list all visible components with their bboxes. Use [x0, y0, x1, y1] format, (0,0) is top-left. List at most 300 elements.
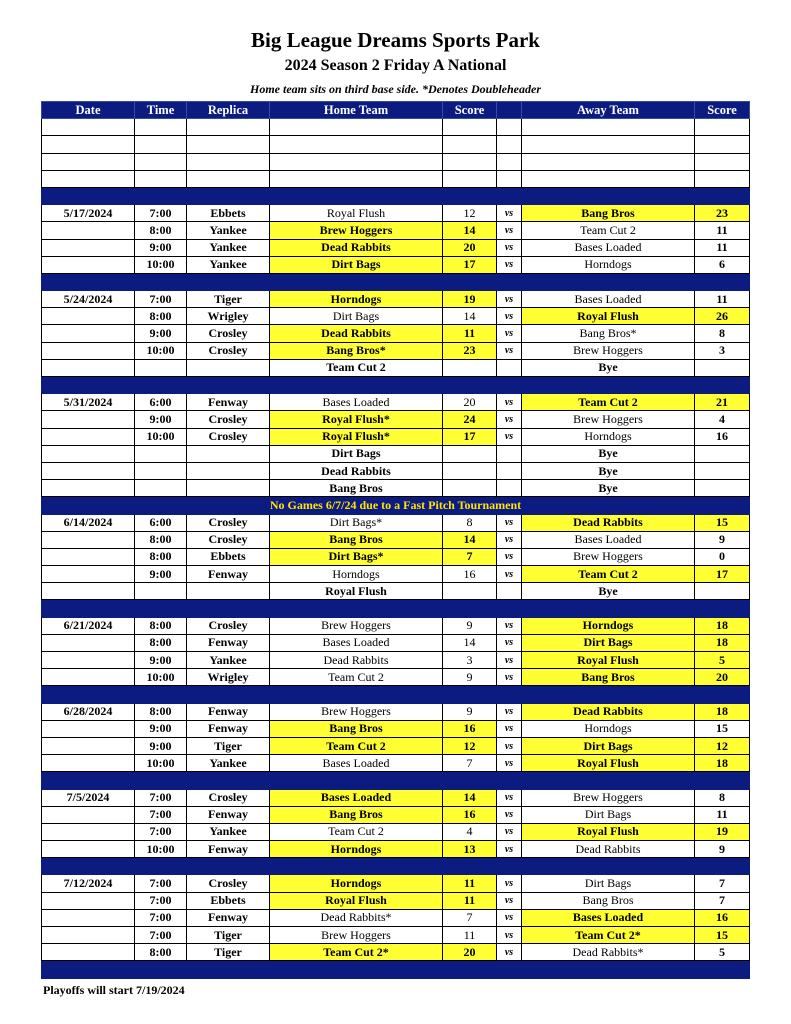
- time-cell: 8:00: [135, 548, 187, 565]
- replica-cell: Yankee: [187, 239, 270, 256]
- game-row: [42, 634, 750, 651]
- time-cell: 8:00: [135, 634, 187, 651]
- home-team: Bases Loaded: [270, 789, 443, 806]
- date-cell: 5/24/2024: [42, 291, 135, 308]
- home-score: 11: [443, 927, 497, 944]
- empty-cell: [42, 119, 135, 136]
- replica-cell: Crosley: [187, 617, 270, 634]
- away-score: 18: [695, 634, 750, 651]
- schedule-body: [42, 119, 750, 978]
- away-score: 5: [695, 652, 750, 669]
- time-cell: 8:00: [135, 944, 187, 961]
- home-score: 11: [443, 875, 497, 892]
- home-team: Dirt Bags: [270, 308, 443, 325]
- date-cell: [42, 566, 135, 583]
- replica-cell: Tiger: [187, 927, 270, 944]
- home-team: Bang Bros: [270, 531, 443, 548]
- away-score: [695, 445, 750, 462]
- away-team: Royal Flush: [522, 823, 695, 840]
- away-score: 16: [695, 428, 750, 445]
- home-score: 20: [443, 239, 497, 256]
- date-cell: [42, 359, 135, 376]
- date-cell: [42, 944, 135, 961]
- home-score: 16: [443, 720, 497, 737]
- home-team: Dead Rabbits: [270, 652, 443, 669]
- game-row: [42, 892, 750, 909]
- replica-cell: Crosley: [187, 411, 270, 428]
- home-score: 24: [443, 411, 497, 428]
- replica-cell: Crosley: [187, 342, 270, 359]
- empty-cell: [695, 170, 750, 187]
- vs-label: vs: [497, 239, 522, 256]
- replica-cell: Fenway: [187, 806, 270, 823]
- week-separator: [42, 858, 750, 875]
- time-cell: 9:00: [135, 652, 187, 669]
- away-score: 12: [695, 737, 750, 754]
- time-cell: 10:00: [135, 342, 187, 359]
- home-team: Horndogs: [270, 841, 443, 858]
- home-team: Dead Rabbits*: [270, 909, 443, 926]
- no-games-notice: [42, 497, 750, 514]
- time-cell: 8:00: [135, 703, 187, 720]
- away-team: Brew Hoggers: [522, 342, 695, 359]
- home-team: Brew Hoggers: [270, 703, 443, 720]
- replica-cell: Fenway: [187, 703, 270, 720]
- home-score: 9: [443, 617, 497, 634]
- home-team: Team Cut 2: [270, 669, 443, 686]
- empty-cell: [522, 119, 695, 136]
- date-cell: [42, 583, 135, 600]
- date-cell: 7/12/2024: [42, 875, 135, 892]
- vs-label: vs: [497, 411, 522, 428]
- col-date: Date: [42, 102, 135, 119]
- home-team: Royal Flush*: [270, 428, 443, 445]
- away-score: [695, 359, 750, 376]
- home-score: 20: [443, 394, 497, 411]
- home-score: 3: [443, 652, 497, 669]
- bye-row: [42, 359, 750, 376]
- replica-cell: Crosley: [187, 428, 270, 445]
- home-score: 9: [443, 703, 497, 720]
- vs-label: vs: [497, 669, 522, 686]
- time-cell: 10:00: [135, 755, 187, 772]
- home-score: 14: [443, 531, 497, 548]
- away-score: 9: [695, 841, 750, 858]
- time-cell: [135, 480, 187, 497]
- vs-label: vs: [497, 428, 522, 445]
- home-score: 7: [443, 548, 497, 565]
- away-score: 23: [695, 205, 750, 222]
- away-score: 11: [695, 291, 750, 308]
- home-team: Bang Bros: [270, 806, 443, 823]
- col-home-team: Home Team: [270, 102, 443, 119]
- date-cell: [42, 892, 135, 909]
- game-row: [42, 548, 750, 565]
- replica-cell: Yankee: [187, 823, 270, 840]
- home-score: 12: [443, 205, 497, 222]
- empty-cell: [187, 153, 270, 170]
- game-row: [42, 205, 750, 222]
- game-row: [42, 720, 750, 737]
- replica-cell: Yankee: [187, 652, 270, 669]
- replica-cell: Yankee: [187, 222, 270, 239]
- time-cell: 9:00: [135, 239, 187, 256]
- time-cell: 10:00: [135, 841, 187, 858]
- date-cell: [42, 909, 135, 926]
- date-cell: [42, 462, 135, 479]
- home-score: [443, 359, 497, 376]
- time-cell: 10:00: [135, 669, 187, 686]
- time-cell: 8:00: [135, 531, 187, 548]
- date-cell: [42, 652, 135, 669]
- away-team: Dirt Bags: [522, 634, 695, 651]
- empty-cell: [135, 136, 187, 153]
- replica-cell: Ebbets: [187, 892, 270, 909]
- vs-cell: [497, 480, 522, 497]
- time-cell: 7:00: [135, 291, 187, 308]
- home-score: [443, 583, 497, 600]
- vs-label: vs: [497, 566, 522, 583]
- home-team: Horndogs: [270, 875, 443, 892]
- home-team: Royal Flush: [270, 892, 443, 909]
- replica-cell: [187, 480, 270, 497]
- replica-cell: Fenway: [187, 394, 270, 411]
- time-cell: 8:00: [135, 308, 187, 325]
- date-cell: [42, 669, 135, 686]
- game-row: [42, 875, 750, 892]
- season-subtitle: 2024 Season 2 Friday A National: [284, 57, 507, 74]
- blank-row: [42, 170, 750, 187]
- vs-label: vs: [497, 205, 522, 222]
- week-separator: [42, 187, 750, 204]
- vs-label: vs: [497, 394, 522, 411]
- time-cell: 7:00: [135, 789, 187, 806]
- vs-label: vs: [497, 892, 522, 909]
- separator-bar: [42, 772, 750, 789]
- home-score: 17: [443, 428, 497, 445]
- vs-label: vs: [497, 703, 522, 720]
- empty-cell: [135, 170, 187, 187]
- empty-cell: [695, 136, 750, 153]
- home-score: 9: [443, 669, 497, 686]
- away-score: 17: [695, 566, 750, 583]
- empty-cell: [42, 136, 135, 153]
- game-row: [42, 531, 750, 548]
- away-score: 11: [695, 239, 750, 256]
- vs-label: vs: [497, 841, 522, 858]
- time-cell: 9:00: [135, 325, 187, 342]
- away-score: 9: [695, 531, 750, 548]
- date-cell: [42, 720, 135, 737]
- bye-row: [42, 480, 750, 497]
- away-score: 6: [695, 256, 750, 273]
- game-row: [42, 703, 750, 720]
- replica-cell: Fenway: [187, 634, 270, 651]
- replica-cell: [187, 462, 270, 479]
- date-cell: [42, 737, 135, 754]
- home-team: Royal Flush*: [270, 411, 443, 428]
- vs-label: vs: [497, 634, 522, 651]
- bye-label: Bye: [522, 445, 695, 462]
- vs-label: vs: [497, 342, 522, 359]
- replica-cell: Tiger: [187, 737, 270, 754]
- away-team: Brew Hoggers: [522, 789, 695, 806]
- away-team: Dead Rabbits: [522, 514, 695, 531]
- empty-cell: [270, 170, 443, 187]
- game-row: [42, 394, 750, 411]
- away-score: 3: [695, 342, 750, 359]
- home-team: Dead Rabbits: [270, 325, 443, 342]
- date-cell: [42, 239, 135, 256]
- vs-label: vs: [497, 806, 522, 823]
- col-vs: [497, 102, 522, 119]
- home-team: Team Cut 2: [270, 737, 443, 754]
- time-cell: 9:00: [135, 720, 187, 737]
- vs-label: vs: [497, 531, 522, 548]
- date-cell: [42, 308, 135, 325]
- date-cell: [42, 806, 135, 823]
- bye-label: Bye: [522, 359, 695, 376]
- vs-label: vs: [497, 308, 522, 325]
- date-cell: 6/21/2024: [42, 617, 135, 634]
- game-row: [42, 841, 750, 858]
- time-cell: [135, 583, 187, 600]
- home-team: Brew Hoggers: [270, 617, 443, 634]
- separator-bar: [42, 600, 750, 617]
- home-team: Bang Bros*: [270, 342, 443, 359]
- time-cell: 10:00: [135, 256, 187, 273]
- empty-cell: [270, 136, 443, 153]
- date-cell: [42, 428, 135, 445]
- empty-cell: [187, 170, 270, 187]
- replica-cell: Yankee: [187, 755, 270, 772]
- time-cell: 6:00: [135, 394, 187, 411]
- away-team: Bases Loaded: [522, 531, 695, 548]
- time-cell: 7:00: [135, 875, 187, 892]
- away-team: Dead Rabbits*: [522, 944, 695, 961]
- home-team: Brew Hoggers: [270, 927, 443, 944]
- vs-label: vs: [497, 325, 522, 342]
- home-score: 4: [443, 823, 497, 840]
- bye-team: Dirt Bags: [270, 445, 443, 462]
- vs-label: vs: [497, 222, 522, 239]
- separator-bar: [42, 377, 750, 394]
- empty-cell: [187, 119, 270, 136]
- home-score: [443, 462, 497, 479]
- replica-cell: Tiger: [187, 291, 270, 308]
- date-cell: [42, 256, 135, 273]
- game-row: [42, 325, 750, 342]
- home-score: 20: [443, 944, 497, 961]
- vs-label: vs: [497, 789, 522, 806]
- home-team: Team Cut 2*: [270, 944, 443, 961]
- bye-team: Dead Rabbits: [270, 462, 443, 479]
- away-team: Team Cut 2: [522, 222, 695, 239]
- away-team: Bang Bros*: [522, 325, 695, 342]
- away-team: Dirt Bags: [522, 875, 695, 892]
- vs-label: vs: [497, 514, 522, 531]
- vs-label: vs: [497, 927, 522, 944]
- bye-label: Bye: [522, 583, 695, 600]
- week-separator: [42, 273, 750, 290]
- time-cell: 7:00: [135, 927, 187, 944]
- empty-cell: [270, 153, 443, 170]
- blank-row: [42, 153, 750, 170]
- time-cell: 9:00: [135, 566, 187, 583]
- away-score: 8: [695, 789, 750, 806]
- away-score: 15: [695, 514, 750, 531]
- vs-label: vs: [497, 291, 522, 308]
- week-separator: [42, 377, 750, 394]
- time-cell: 7:00: [135, 909, 187, 926]
- replica-cell: Wrigley: [187, 308, 270, 325]
- game-row: [42, 823, 750, 840]
- away-score: 26: [695, 308, 750, 325]
- header-row: [42, 102, 750, 119]
- away-score: 7: [695, 875, 750, 892]
- away-team: Royal Flush: [522, 755, 695, 772]
- empty-cell: [270, 119, 443, 136]
- away-score: 15: [695, 927, 750, 944]
- time-cell: 10:00: [135, 428, 187, 445]
- game-row: [42, 669, 750, 686]
- away-score: 18: [695, 755, 750, 772]
- home-score: [443, 480, 497, 497]
- empty-cell: [695, 153, 750, 170]
- empty-cell: [497, 136, 522, 153]
- bye-row: [42, 462, 750, 479]
- replica-cell: Crosley: [187, 875, 270, 892]
- bye-label: Bye: [522, 480, 695, 497]
- date-cell: [42, 480, 135, 497]
- away-score: 19: [695, 823, 750, 840]
- vs-cell: [497, 583, 522, 600]
- away-score: 11: [695, 806, 750, 823]
- game-row: [42, 944, 750, 961]
- game-row: [42, 566, 750, 583]
- away-score: 7: [695, 892, 750, 909]
- bye-row: [42, 445, 750, 462]
- vs-label: vs: [497, 875, 522, 892]
- date-cell: 5/17/2024: [42, 205, 135, 222]
- replica-cell: Tiger: [187, 944, 270, 961]
- away-team: Horndogs: [522, 720, 695, 737]
- empty-cell: [695, 119, 750, 136]
- replica-cell: [187, 359, 270, 376]
- game-row: [42, 737, 750, 754]
- game-row: [42, 514, 750, 531]
- vs-cell: [497, 462, 522, 479]
- empty-cell: [135, 153, 187, 170]
- vs-cell: [497, 359, 522, 376]
- playoffs-footer: Playoffs will start 7/19/2024: [43, 983, 185, 997]
- home-score: 11: [443, 892, 497, 909]
- vs-label: vs: [497, 548, 522, 565]
- replica-cell: Crosley: [187, 514, 270, 531]
- vs-label: vs: [497, 909, 522, 926]
- game-row: [42, 222, 750, 239]
- empty-cell: [443, 170, 497, 187]
- home-team: Team Cut 2: [270, 823, 443, 840]
- replica-cell: Wrigley: [187, 669, 270, 686]
- replica-cell: Ebbets: [187, 205, 270, 222]
- col-away-score: Score: [695, 102, 750, 119]
- date-cell: [42, 342, 135, 359]
- away-team: Dead Rabbits: [522, 703, 695, 720]
- home-score: 7: [443, 755, 497, 772]
- empty-cell: [135, 119, 187, 136]
- away-team: Horndogs: [522, 617, 695, 634]
- time-cell: 6:00: [135, 514, 187, 531]
- date-cell: 6/14/2024: [42, 514, 135, 531]
- away-score: 11: [695, 222, 750, 239]
- date-cell: [42, 445, 135, 462]
- game-row: [42, 428, 750, 445]
- home-score: 12: [443, 737, 497, 754]
- col-replica: Replica: [187, 102, 270, 119]
- away-team: Royal Flush: [522, 652, 695, 669]
- away-team: Horndogs: [522, 256, 695, 273]
- empty-cell: [497, 170, 522, 187]
- date-cell: [42, 634, 135, 651]
- time-cell: [135, 445, 187, 462]
- home-team: Bases Loaded: [270, 634, 443, 651]
- home-team: Bases Loaded: [270, 755, 443, 772]
- home-score: 14: [443, 634, 497, 651]
- date-cell: [42, 841, 135, 858]
- blank-row: [42, 136, 750, 153]
- away-team: Bases Loaded: [522, 239, 695, 256]
- away-team: Bang Bros: [522, 892, 695, 909]
- away-team: Team Cut 2: [522, 394, 695, 411]
- away-team: Bang Bros: [522, 205, 695, 222]
- empty-cell: [522, 170, 695, 187]
- bye-row: [42, 583, 750, 600]
- replica-cell: [187, 445, 270, 462]
- bye-team: Bang Bros: [270, 480, 443, 497]
- away-score: 8: [695, 325, 750, 342]
- away-team: Royal Flush: [522, 308, 695, 325]
- date-cell: [42, 531, 135, 548]
- home-score: 19: [443, 291, 497, 308]
- away-score: 4: [695, 411, 750, 428]
- vs-label: vs: [497, 737, 522, 754]
- home-team: Brew Hoggers: [270, 222, 443, 239]
- home-team: Dirt Bags*: [270, 514, 443, 531]
- home-team: Dead Rabbits: [270, 239, 443, 256]
- vs-label: vs: [497, 652, 522, 669]
- col-away-team: Away Team: [522, 102, 695, 119]
- vs-label: vs: [497, 720, 522, 737]
- empty-cell: [497, 153, 522, 170]
- replica-cell: Fenway: [187, 566, 270, 583]
- date-cell: 6/28/2024: [42, 703, 135, 720]
- empty-cell: [497, 119, 522, 136]
- replica-cell: Crosley: [187, 531, 270, 548]
- date-cell: [42, 325, 135, 342]
- time-cell: 7:00: [135, 892, 187, 909]
- away-team: Brew Hoggers: [522, 411, 695, 428]
- time-cell: 8:00: [135, 617, 187, 634]
- time-cell: 7:00: [135, 806, 187, 823]
- game-row: [42, 927, 750, 944]
- away-team: Dirt Bags: [522, 737, 695, 754]
- date-cell: [42, 222, 135, 239]
- date-cell: [42, 411, 135, 428]
- home-score: [443, 445, 497, 462]
- home-score: 16: [443, 806, 497, 823]
- time-cell: [135, 359, 187, 376]
